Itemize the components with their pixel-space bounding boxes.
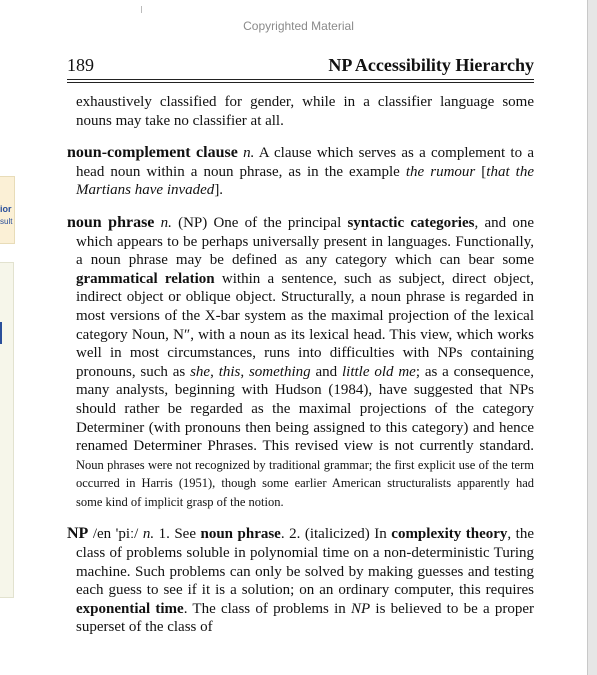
top-tick: [141, 6, 142, 13]
side-panel: [0, 176, 14, 596]
entry-noun-complement-clause: [67, 144, 534, 200]
header-rule: [67, 79, 534, 80]
definition-text: . 2. (italicized) In: [280, 526, 392, 543]
copyright-notice: Copyrighted Material: [243, 19, 354, 33]
page-content: [67, 93, 534, 637]
side-tab-label: ior: [0, 204, 12, 214]
entry-continuation: exhaustively classified for gender, while in a classifier language some nouns may take no classifier at all.: [76, 94, 534, 129]
definition-text: ; as a consequence, many analysts, beginning with Hudson (1984), have suggested that NPs should rather be regarded as the maximal projections of the category Determiner (with pronouns then being assigned to this category) and hence renamed Determiner Phrases. This revised view is not currently standard.: [76, 363, 535, 455]
definition-text: [: [475, 163, 487, 180]
part-of-speech: n.: [243, 145, 255, 162]
definition-text: A clause which serves as a complement to a head noun within a noun phrase, as in the example: [76, 145, 534, 180]
definition-text: . The class of problems in: [183, 600, 352, 617]
example-text: NP: [351, 600, 371, 617]
cross-reference: syntactic categories: [347, 214, 475, 231]
definition-text: ].: [214, 182, 224, 199]
definition-text: ,: [240, 363, 249, 380]
headword: noun phrase: [67, 213, 155, 231]
example-text: something: [248, 363, 311, 380]
cross-reference: noun phrase: [200, 526, 281, 543]
definition-text: 1. See: [154, 526, 201, 543]
side-tab-sublabel: sult: [0, 217, 13, 226]
side-panel-marker: [0, 322, 2, 344]
definition-text: , and one which appears to be perhaps universally present in languages. Functionally, a noun phrase may be defined as any category which can bear some: [76, 214, 534, 269]
example-text: she: [190, 363, 211, 380]
part-of-speech: n.: [160, 214, 172, 231]
page-number: 189: [67, 55, 94, 75]
headword: noun-complement clause: [67, 144, 238, 162]
headword: NP: [67, 525, 89, 543]
entry-noun-phrase: [67, 214, 534, 512]
example-text: that the Martians have invaded: [76, 163, 534, 199]
definition-text: and: [310, 363, 342, 380]
history-note: Noun phrases were not recognized by traditional grammar; the first explicit use of the term occurred in Harris (1951), though some earlier American structuralists apparently had some kind of implicit grasp of the notion.: [76, 457, 534, 509]
example-text: this: [218, 363, 241, 380]
header-rule-secondary: [67, 82, 534, 83]
cross-reference: exponential time: [76, 600, 184, 617]
example-text: little old me: [341, 363, 416, 380]
running-title: NP Accessibility Hierarchy: [328, 55, 534, 75]
cross-reference: complexity theory: [391, 526, 508, 543]
definition-text: (NP) One of the principal: [171, 214, 348, 231]
entry-np: [67, 525, 534, 637]
side-panel-body: [0, 262, 14, 598]
cross-reference: grammatical relation: [76, 270, 215, 287]
example-text: the rumour: [405, 163, 476, 180]
definition-text: is believed to be a proper superset of the class of: [76, 600, 534, 636]
definition-text: within a sentence, such as subject, direct object, indirect object or oblique object. Structurally, a noun phrase is regarded in most versions of the X-bar system as the maximal projection of the lexical category Noun, N″, with a noun as its lexical head. This view, which works well in most circumstances, runs into difficulties with NPs containing pronouns, such as: [76, 270, 535, 380]
pronunciation: /en 'piː/: [88, 526, 143, 543]
part-of-speech: n.: [142, 526, 155, 543]
definition-text: ,: [210, 363, 219, 380]
scrollbar[interactable]: [587, 0, 597, 675]
definition-text: , the class of problems soluble in polynomial time on a non-deterministic Turing machine. Such problems can only be solved by making guesses and testing each guess to see if it is a solution; on an ordinary computer, this requires: [76, 526, 534, 599]
